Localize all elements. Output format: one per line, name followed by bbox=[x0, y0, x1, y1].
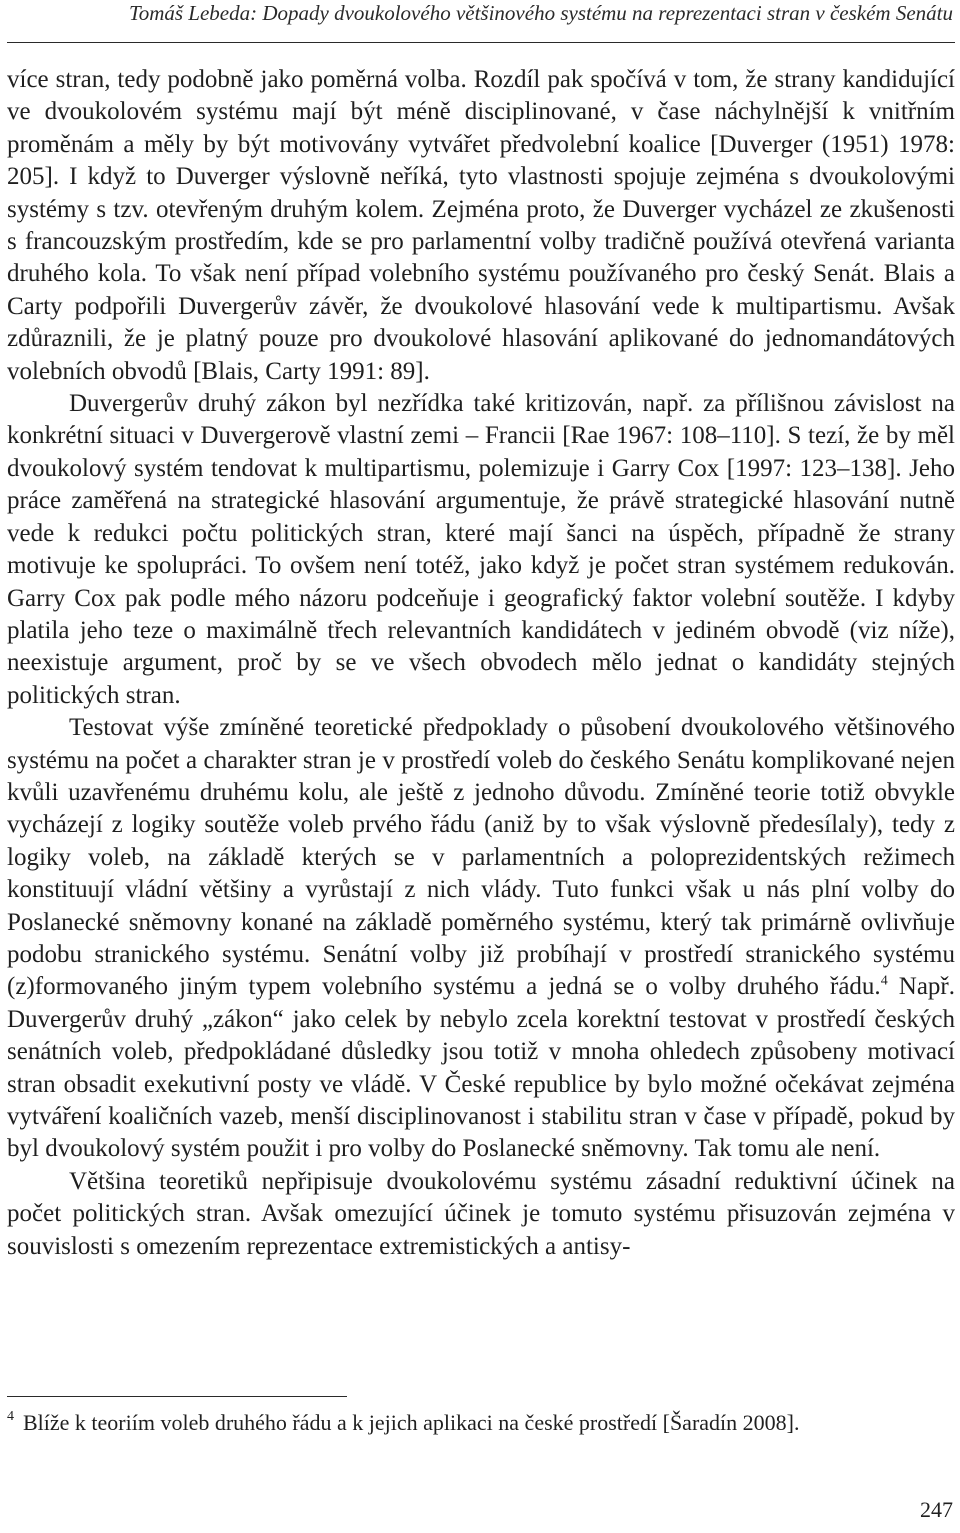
paragraph-3-text-after-note: Např. Duvergerův druhý „zákon“ jako celek by nebylo zcela korektní testovat v prostředí českých senátních voleb, předpokládané důsledky jsou totiž v mnoha ohledech způsobeny motivací stran obsadit exekutivní posty ve vládě. V České republice by bylo možné očekávat zejména vytváření koaličních vazeb, menší disciplinovanost i stabilitu stran v čase v případě, pokud by byl dvoukolový systém použit i pro volby do Poslanecké sněmovny. Tak tomu ale není. bbox=[7, 973, 955, 1163]
body-text bbox=[7, 64, 955, 1263]
page-number: 247 bbox=[920, 1497, 953, 1522]
footnote bbox=[7, 1408, 955, 1438]
document-page bbox=[7, 0, 955, 1533]
paragraph-1: více stran, tedy podobně jako poměrná volba. Rozdíl pak spočívá v tom, že strany kandidující ve dvoukolovém systému mají být méně disciplinované, v čase náchylnější k vnitřním proměnám a měly by být motivovány vytvářet předvolební koalice [Duverger (1951) 1978: 205]. I když to Duverger výslovně neříká, tyto vlastnosti spojuje zejména s dvoukolovými systémy s tzv. otevřeným druhým kolem. Zejména proto, že Duverger vycházel ze zkušenosti s francouzským prostředím, kde se pro parlamentní volby tradičně používá otevřená varianta druhého kola. To však není případ volebního systému používaného pro český Senát. Blais a Carty podpořili Duvergerův závěr, že dvoukolové hlasování vede k multipartismu. Avšak zdůraznili, že je platný pouze pro dvoukolové hlasování aplikované do jednomandátových volebních obvodů [Blais, Carty 1991: 89]. bbox=[7, 66, 955, 385]
paragraph-3-text-before-note: Testovat výše zmíněné teoretické předpoklady o působení dvoukolového většinového systému na počet a charakter stran je v prostředí voleb do českého Senátu komplikované nejen kvůli uzavřenému druhému kolu, ale ještě z jednoho důvodu. Zmíněné teorie totiž obvykle vycházejí z logiky soutěže voleb prvého řádu (aniž by to však výslovně předesílaly), tedy z logiky voleb, na základě kterých se v parlamentních a poloprezidentských režimech konstituují vládní většiny a vyrůstají z nich vlády. Tuto funkci však u nás plní volby do Poslanecké sněmovny konané na základě poměrného systému, který tak primárně ovlivňuje podobu stranického systému. Senátní volby již probíhají v prostředí stranického systému (z)formovaného jiným typem volebního systému a jedná se o volby druhého řádu. bbox=[7, 714, 955, 1001]
running-header bbox=[7, 0, 955, 43]
footnote-number: 4 bbox=[7, 1409, 14, 1424]
paragraph-3 bbox=[7, 712, 955, 1166]
footnote-divider bbox=[7, 1396, 347, 1397]
footnote-reference[interactable]: 4 bbox=[880, 974, 888, 990]
footnote-text: Blíže k teoriím voleb druhého řádu a k jejich aplikaci na české prostředí [Šaradín 2008]. bbox=[23, 1410, 800, 1435]
paragraph-4: Většina teoretiků nepřipisuje dvoukolovému systému zásadní reduktivní účinek na počet politických stran. Avšak omezující účinek je tomuto systému přisuzován zejména v souvislosti s omezením reprezentace extremistických a antisy- bbox=[7, 1167, 955, 1260]
running-title: Tomáš Lebeda: Dopady dvoukolového většinového systému na reprezentaci stran v českém Senátu bbox=[128, 1, 953, 25]
paragraph-2: Duvergerův druhý zákon byl nezřídka také kritizován, např. za přílišnou závislost na konkrétní situaci v Duvergerově vlastní zemi – Francii [Rae 1967: 108–110]. S tezí, že by měl dvoukolový systém tendovat k multipartismu, polemizuje i Garry Cox [1997: 123–138]. Jeho práce zaměřená na strategické hlasování argumentuje, že právě strategické hlasování nutně vede k redukci počtu politických stran, které mají šanci na úspěch, případně že strany motivuje ke spolupráci. To ovšem není totéž, jako když je počet stran systémem redukován. Garry Cox pak podle mého názoru podceňuje i geografický faktor volební soutěže. I kdyby platila jeho teze o maximálně třech relevantních kandidátech v jediném obvodě (viz níže), neexistuje argument, proč by se ve všech obvodech mělo jednat o kandidáty stejných politických stran. bbox=[7, 390, 955, 709]
